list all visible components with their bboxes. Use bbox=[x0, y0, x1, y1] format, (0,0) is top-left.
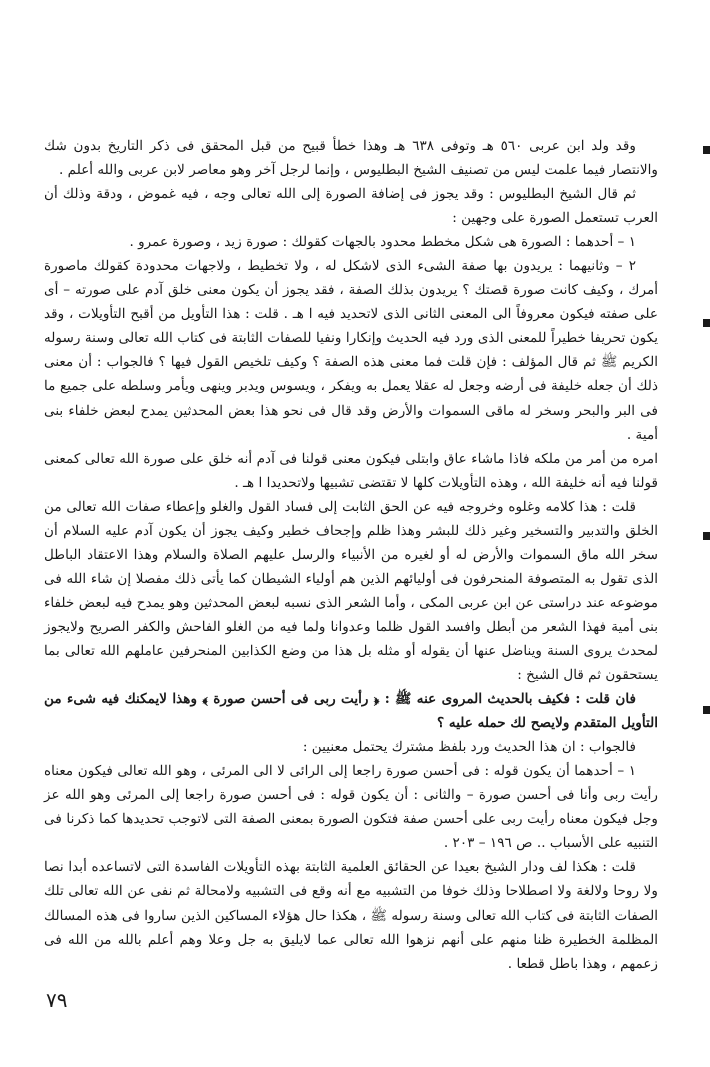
list-item: ١ – أحدهما : الصورة هى شكل مخطط محدود بالجهات كقولك : صورة زيد ، وصورة عمرو . bbox=[129, 234, 636, 251]
margin-mark bbox=[703, 146, 710, 154]
margin-mark bbox=[703, 319, 710, 327]
paragraph: فان قلت : فكيف بالحديث المروى عنه ﷺ : ﴿ رأيت ربى فى أحسن صورة ﴾ وهذا لايمكنك فيه شىء من التأويل المتقدم ولايصح لك حمله عليه ؟ bbox=[44, 691, 658, 732]
paragraph: قلت : هذا كلامه وغلوه وخروجه فيه عن الحق الثابت إلى فساد القول والغلو وإعطاء صفات الله تعالى من الخلق والتدبير والتسخير وغير ذلك للبشر وهذا ظلم وإجحاف خطير وكيف يجوز أن يكون آدم عليه السلام أن سخر الله ماق السموات والأرض له أو لغيره من الأنبياء والرسل عليهم الصلاة والسلام وهذا الاعتقاد الباطل الذى تقول به المتصوفة المنحرفون فى أوليائهم الذين هم أولياء الشيطان كما يأتى ذلك مفصلا إن شاء الله فى موضوعه عند دراستى عن ابن عربى المكى ، وأما الشعر الذى نسبه لبعض المحدثين وهو يمدح فيه لبعض خلفاء بنى أمية فهذا الشعر من أبطل وافسد القول ظلما وعدوانا ولما فيه من الغلو الفاحش والكفر الصريح ولايجوز لمحدث يروى السنة ويناضل عنها أن يقوله أو مثله بل هذا من وضع الكذابين المنحرفين عاملهم الله تعالى بما يستحقون ثم قال الشيخ : bbox=[44, 498, 658, 684]
list-item: ١ – أحدهما أن يكون قوله : فى أحسن صورة راجعا إلى الرائى لا الى المرئى ، وهو الله تعالى فيكون معناه رأيت ربى وأنا فى أحسن صورة – والثانى : أن يكون قوله : فى أحسن صورة راجعا إلى المرئى وهو الله عز وجل فيكون معناه رأيت ربى على أحسن صفة فتكون الصورة بمعنى الصفة التى لاتوجب تحديدها كما ذكرنا فى التنبيه على الأسباب .. ص ١٩٦ – ٢٠٣ . bbox=[44, 763, 658, 852]
margin-mark bbox=[703, 532, 710, 540]
paragraph: قلت : هكذا لف ودار الشيخ بعيدا عن الحقائق العلمية الثابتة بهذه التأويلات الفاسدة التى لاتساعده أبدا نصا ولا روحا ولالغة ولا اصطلاحا وذلك خوفا من التشبيه مع أنه وقع فى التشبيه ولامحالة ثم نفى عن الله تعالى تلك الصفات الثابتة فى كتاب الله تعالى وسنة رسوله ﷺ ، هكذا حال هؤلاء المساكين الذين ساروا فى هذه المسالك المظلمة الخطيرة ظنا منهم على أنهم نزهوا الله تعالى عما لايليق به جل وعلا وهم أعلم بالله من الله فى زعمهم ، وهذا باطل قطعا . bbox=[44, 859, 658, 972]
main-text bbox=[44, 134, 658, 976]
paragraph: فالجواب : ان هذا الحديث ورد بلفظ مشترك يحتمل معنيين : bbox=[302, 739, 636, 756]
paragraph: وقد ولد ابن عربى ٥٦٠ هـ وتوفى ٦٣٨ هـ وهذا خطأ قبيح من قبل المحقق فى ذكر التاريخ بدون شك والانتصار فيما علمت ليس من تصنيف الشيخ البطليوس ، وإنما لرجل آخر وهو معاصر لابن عربى والله أعلم . bbox=[44, 138, 658, 179]
paragraph: ثم قال الشيخ البطليوس : وقد يجوز فى إضافة الصورة إلى الله تعالى وجه ، فيه غموض ، ودقة وذلك أن العرب تستعمل الصورة على وجهين : bbox=[44, 186, 658, 227]
margin-mark bbox=[703, 706, 710, 714]
paragraph: امره من أمر من ملكه فاذا ماشاء عاق وابتلى فيكون معنى قولنا فى آدم أنه خلق على صورة الله تعالى كمعنى قولنا فيه أنه خليفة الله ، وهذه التأويلات كلها لا تقتضى تشبيها ولاتحديدا ا هـ . bbox=[44, 450, 658, 491]
page-number: ٧٩ bbox=[46, 988, 68, 1012]
list-item: ٢ – وثانيهما : يريدون بها صفة الشىء الذى لاشكل له ، ولا تخطيط ، ولاجهات محدودة كقولك ماصورة أمرك ، وكيف كانت صورة قصتك ؟ يريدون بذلك الصفة ، فقد يجوز أن يكون معنى خلق آدم على صورته – أى على صفته فيكون معروفاً الى المعنى الثانى الذى لاتحديد فيه ا هـ . قلت : هذا التأويل من أقبح التأويلات ، وقد يكون تحريفا خطيراً للمعنى الذى ورد فيه الحديث وإنكارا ونفيا للصفات الثابتة فى كتاب الله تعالى وسنة رسوله الكريم ﷺ ثم قال المؤلف : فإن قلت فما معنى هذه الصفة ؟ وكيف تلخيص القول فيها ؟ فالجواب : أن معنى ذلك أن جعله خليفة فى أرضه وجعل له عقلا يعمل به ويفكر ، ويسوس ويدبر وينهى ويأمر وسلطه على جميع ما فى البر والبحر وسخر له ماقى السموات والأرض وقد قال فى نحو هذا بعض المحدثين يمدح لبعض خلفاء بنى أمية . bbox=[44, 258, 658, 443]
